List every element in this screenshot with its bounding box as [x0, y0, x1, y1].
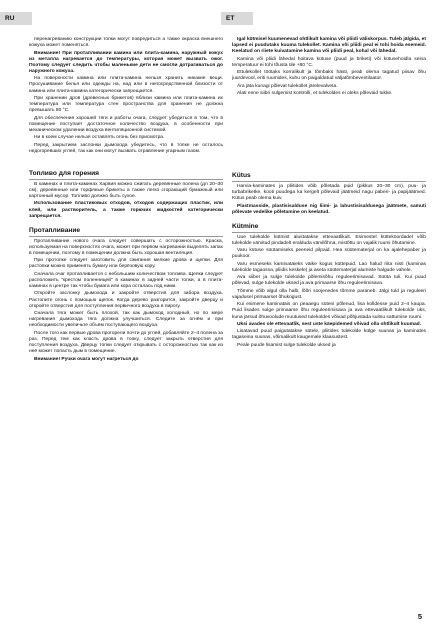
ru-burning-title: Протапливание — [29, 227, 81, 235]
paragraph: Ettulekollet töötaks korralikult ja tõmbaks hästi, peab olema tagatud piisav õhu juurdevool, eriti ruumides, kuhu on paigaldatud väljatõmbeventilaator. — [232, 70, 426, 82]
paragraph: Kui esimene kaminatäis on peaaegu süteni põlenud, lisa kolldesse puid 2–4 kaupa. Puid lisades sulge primaarse õhu reguleerimisava ja ava ettevaatlikult tulekolde uks, kuna järsud õhuvoolude muutused tulekoldes võivad põhjustada suitsu sattumise ruumi. — [232, 302, 426, 320]
paragraph: Ни в коем случае нельзя оставлять огонь без присмотра. — [34, 135, 165, 141]
paragraph: Plastmasside, plastisisalduse nig liimi- ja lahustisisaldusega jäätmete, samuti põlevate vedelike põletamine on keelatud. — [232, 203, 426, 215]
ru-fuel-section — [29, 182, 223, 220]
ru-burning-section — [29, 239, 223, 363]
et-burning-title: Kütmine — [232, 223, 259, 231]
paragraph: Varu esmeseks kaminatäieks väike kogus küttepuid. Lao halud riita nisti (kaminas tulekolde tagaossa, pliidis keskele) ja aseta süütematerjal alumiste halgude vahele. — [232, 261, 426, 273]
page-number: 5 — [417, 612, 422, 621]
ru-fuel-divider — [29, 179, 223, 180]
paragraph: Harvia-kaminates ja pliitides võib põletada puid (pikkus 20–30 cm), puu- ja turbabriketke, kooti puudega ka kergelt põlevaid jäätmeid nagu paberi- ja papijäätmed. Kütus peab olema kuiv. — [232, 183, 426, 202]
paragraph: Протапливание нового очага следует совершать с осторожностью. Краска, используемая на поверхностях очага, может при первом нагревании выделять запах в помещении, поэтому в помещении должна быть хорошая вентиляция. — [29, 238, 223, 256]
paragraph: Tõmme võib algul olla halb, lõõri soojenedes tõmme paraneb. Jälgi tuld ja reguleeri vajadusel primaarset õhukogust. — [232, 288, 426, 300]
paragraph: Igal kütmisel kuumenevad ohtlikult kamina või pliidi väliskorpus. Tuleb jälgida, et lapsed ei puudutaks kuuma tulekollet. Kamina või pliidi peal ei tohi hoida esemeid. Keelatud on riiete kuivatamine kamina või pliidi peal, kohal või lähedal. — [232, 37, 426, 55]
paragraph: Сначала тяга может быть плохой, так как дымоход холодный, но по мере нагревания дымохода тяга должна улучшиться. Следите за огнём и при необходимости увеличьте объём поступающего воздуха. — [29, 311, 223, 329]
language-tab-ru: RU — [0, 12, 32, 25]
paragraph: Откройте заслонку дымохода и закройте отверстия для забора воздуха. Растопите огонь с помощью щепок. Когда дерево разгорится, закройте дверцу и откройте отверстия для поступления первичного воздуха в пирогу. — [29, 291, 223, 309]
paragraph: Перед закрытием заслонки дымохода убедитесь, что в топке не осталось недогоревших углей, так как они могут вызвать отравление угарным газом. — [29, 142, 223, 154]
paragraph: При хранении дров (древесных брикетов) вблизи камина или плита-камина их температура или температура стен пространства для хранения не должна превышать 80 °С. — [29, 95, 223, 114]
paragraph: Uksi avades ole ettevaatlik, sest uste käepidemed võivad olla ohtlikult kuumad. — [237, 321, 422, 327]
et-fuel-section — [232, 184, 426, 216]
estonian-column — [232, 37, 426, 350]
paragraph: Kamina või pliidi lähedal hoitava kütuse (puud ja briketi) või kütusehoidla seina temperatuur ei tohi tõusta üle +80 °C. — [232, 56, 426, 68]
paragraph: Alati enne siibri sulgemist kontrolli, et tulekoldes ei oleks põlevaid tukke. — [237, 91, 393, 96]
ru-fuel-title: Топливо для горения — [29, 170, 100, 178]
et-burning-divider — [232, 232, 426, 233]
paragraph: Сначала очаг протапливается с небольшим количеством топлива. Щепки следует расположить "крестом поленницей" в каминах в задней части топки, а в плита-каминах в центре так чтобы бумага или кора осталась под ними. — [29, 271, 223, 290]
paragraph: Ava siiber ja sulge tulekolde põlemisõhu reguleerimisavad. Süüta tuli. Kui puud põlevad, sulge tulekolde uksed ja ava primaarse õhu reguleerimisava. — [232, 275, 426, 287]
paragraph: Ära jäta kunagi põlevat tulekollet järelevalveta. — [237, 83, 338, 89]
paragraph: Внимание! Ручки очага могут нагреться до — [34, 356, 139, 362]
et-intro-section — [232, 37, 426, 97]
paragraph: После того как первые дрова прогорели почти до углей, добавляйте 2–4 полена за раз. Перед тем как класть дрова в топку, следует закрыть отверстия для поступления воздуха. Дверцу топки следует открывать с осторожностью так как из неё может попасть дым в помещение. — [29, 330, 223, 355]
language-tab-et: ET — [221, 12, 253, 25]
et-fuel-divider — [232, 181, 426, 182]
ru-burning-divider — [29, 236, 223, 237]
paragraph: Varu kütuse süütamiseks peeneid pilpaid. Hea süütematerjal on ka ajalehepaber ja puukoor. — [232, 248, 426, 260]
russian-column — [29, 37, 223, 364]
paragraph: Использование пластиковых отходов, отходов содержащих пластик, или клей, или растворитель, а также горючих жидкостей категорически запрещается. — [29, 201, 223, 219]
paragraph: Внимание! При протапливании камина или плита-камина, наружный кожух из металла нагревается до температуры, которая может вызвать ожог. Поэтому следует следить чтобы маленькие дети не смогли дотрагиваться до наружного кожуха. — [29, 50, 223, 74]
paragraph: Uue tulekolde kütmist alustatakse ettevaatlikult. Esimestel kütteköordadel võib tulekolde värvitud pindadelt eralduda värvilõhna, mistõttu on vajalik ruumi õhutamine. — [232, 234, 426, 246]
paragraph: На поверхности камина или плита-камина нельзя хранить никакие вещи. Просушивание белья или одежды на, над или в непосредственной близости от камина или плита-камина категорически запрещается. — [29, 76, 223, 94]
paragraph: перенагреванию конструкции топки могут повредиться а также окраска внешнего кожуха может поменяться. — [29, 37, 223, 49]
ru-intro-section — [29, 37, 223, 155]
paragraph: Peale puude lisamist sulge tulekolde uksed ja — [237, 342, 336, 348]
paragraph: Для обеспечения хорошей тяги и работы очага, следует убедиться в том, что в помещение поступает достаточное количество воздуха, в особенности при механическом удалении воздуха вентиляционной системой. — [29, 115, 223, 133]
et-fuel-title: Kütus — [232, 172, 251, 180]
et-burning-section — [232, 235, 426, 349]
paragraph: Lisatavad puud paigutatakse sütele, pliitides tulekolde külge suunas ja kaminates tagaseina suunas, võimalikult kaugemale klaasustest. — [232, 329, 426, 341]
paragraph: В каминах и плита-каминах Харвия можно сжигать деревянные полена (дл 20–30 см), деревянные или торфяные брикеты а также легко сгорающий бумажный или картонный мусор. Топливо должно быть сухое. — [29, 181, 223, 200]
paragraph: При протопке следует заготовить для сжигания мелкие дрова и щепки. Для растопки можно применять бумагу или берёзовую кору. — [29, 258, 223, 270]
